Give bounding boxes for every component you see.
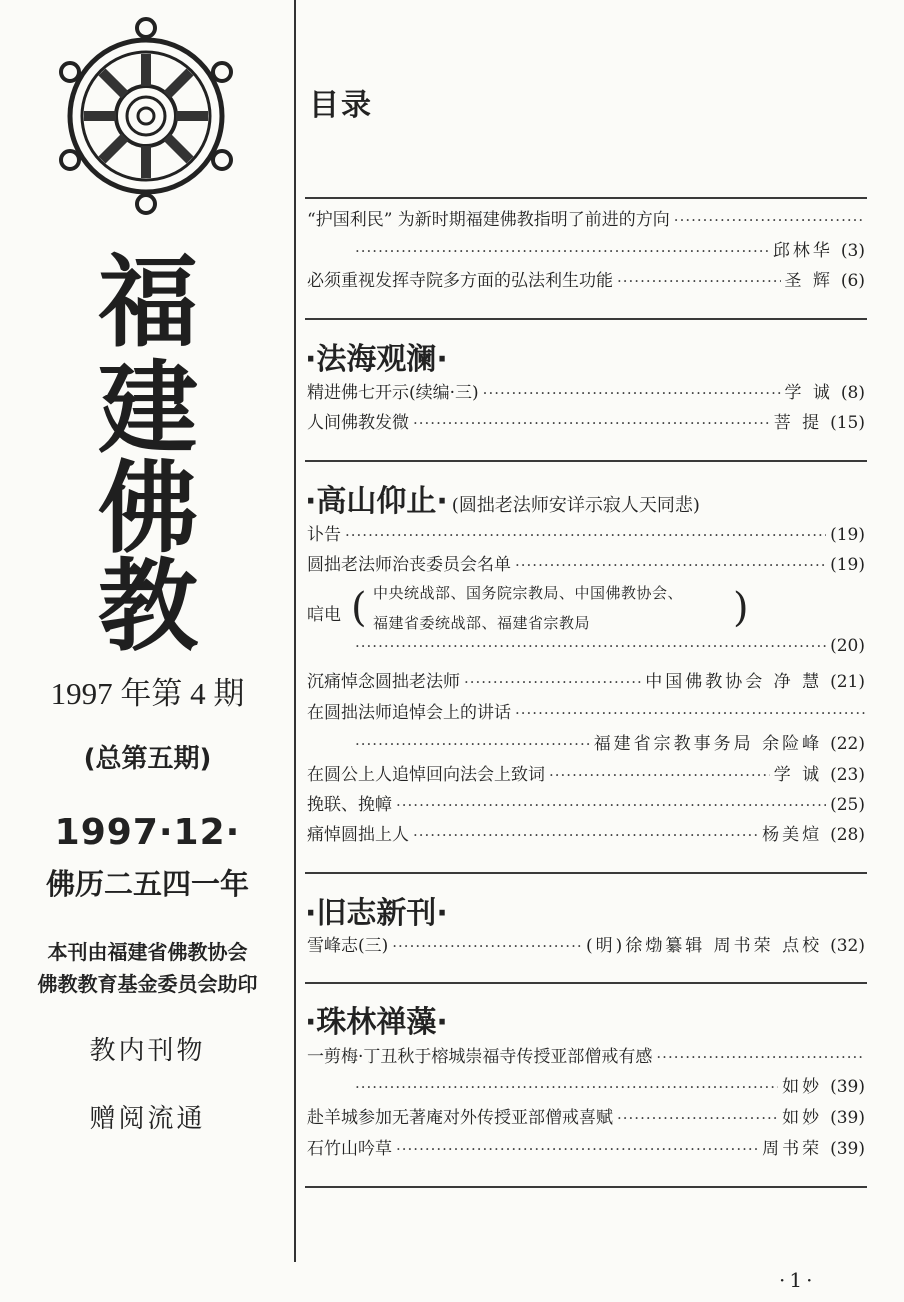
entry-title: 必须重视发挥寺院多方面的弘法利生功能 bbox=[307, 271, 613, 291]
dot-leader bbox=[515, 556, 826, 574]
dot-leader bbox=[396, 1140, 758, 1158]
entry-title: 唁电 bbox=[307, 605, 341, 625]
entry-page: (3) bbox=[840, 241, 865, 261]
toc-entry[interactable] bbox=[307, 408, 865, 438]
toc-entry[interactable] bbox=[307, 1072, 865, 1102]
dot-leader bbox=[355, 1078, 778, 1096]
entry-title: 精进佛七开示(续编·三) bbox=[307, 383, 479, 403]
section-heading bbox=[305, 476, 700, 520]
entry-title: 赴羊城参加无著庵对外传授亚部僧戒喜赋 bbox=[307, 1108, 613, 1128]
toc-entry[interactable] bbox=[307, 550, 865, 580]
toc-entry[interactable] bbox=[307, 378, 865, 408]
section-heading: ·法海观澜· bbox=[305, 342, 448, 377]
dot-leader bbox=[355, 637, 826, 655]
date-line: 1997·12· bbox=[54, 812, 241, 853]
section-heading-text: ·高山仰止· bbox=[305, 484, 448, 519]
entry-page: (22) bbox=[830, 734, 865, 754]
entry-author: 菩 提 bbox=[773, 413, 823, 433]
toc-entry[interactable] bbox=[307, 1042, 865, 1072]
entry-page: (39) bbox=[830, 1139, 865, 1159]
magazine-title-char-4: 教 bbox=[98, 547, 198, 665]
page-number: ·1· bbox=[779, 1268, 817, 1292]
entry-page: (28) bbox=[830, 825, 865, 845]
dot-leader bbox=[345, 526, 826, 544]
toc-entry-condolence-cables[interactable] bbox=[307, 582, 865, 638]
cable-senders-line: 福建省委统战部、福建省宗教局 bbox=[373, 614, 591, 632]
entry-title: 在圆拙法师追悼会上的讲话 bbox=[307, 703, 511, 723]
magazine-title-char-3: 佛 bbox=[98, 449, 198, 567]
magazine-title-char-2: 建 bbox=[98, 349, 198, 467]
entry-title: 讣告 bbox=[307, 525, 341, 545]
section-divider bbox=[305, 982, 867, 984]
section-divider bbox=[305, 1186, 867, 1188]
toc-entry[interactable] bbox=[307, 820, 865, 850]
circulation-note: 赠阅流通 bbox=[89, 1104, 206, 1134]
section-heading: ·珠林禅藻· bbox=[305, 1005, 448, 1040]
dot-leader bbox=[413, 826, 758, 844]
section-divider bbox=[305, 872, 867, 874]
entry-title: 石竹山吟草 bbox=[307, 1139, 392, 1159]
buddhist-year: 佛历二五四一年 bbox=[45, 867, 249, 901]
entry-author: (明)徐𤊹纂辑 周书荣 点校 bbox=[586, 936, 823, 956]
magazine-title-char-1: 福 bbox=[98, 243, 198, 361]
entry-author: 福建省宗教事务局 余险峰 bbox=[593, 734, 823, 754]
dot-leader bbox=[396, 796, 826, 814]
toc-entry[interactable] bbox=[307, 698, 865, 728]
dot-leader bbox=[355, 735, 590, 753]
toc-entry[interactable] bbox=[307, 760, 865, 790]
toc-entry[interactable] bbox=[307, 266, 865, 296]
dot-leader bbox=[515, 704, 865, 722]
toc-entry[interactable] bbox=[307, 205, 865, 235]
entry-author: 周书荣 bbox=[762, 1139, 823, 1159]
dot-leader bbox=[413, 414, 770, 432]
dot-leader bbox=[656, 1048, 865, 1066]
entry-title: 雪峰志(三) bbox=[307, 936, 389, 956]
entry-page: (15) bbox=[830, 413, 865, 433]
dot-leader bbox=[617, 272, 781, 290]
entry-page: (6) bbox=[840, 271, 865, 291]
table-of-contents bbox=[305, 0, 871, 1302]
toc-entry[interactable] bbox=[307, 790, 865, 820]
toc-entry[interactable] bbox=[307, 931, 865, 961]
section-subtitle: (圆拙老法师安详示寂人天同悲) bbox=[451, 495, 700, 516]
masthead-column bbox=[0, 0, 295, 1302]
entry-page: (20) bbox=[830, 636, 865, 656]
dharma-wheel-icon bbox=[58, 14, 234, 216]
entry-title: 痛悼圆拙上人 bbox=[307, 825, 409, 845]
brace-close: ) bbox=[733, 585, 749, 631]
toc-title: 目录 bbox=[309, 88, 373, 123]
brace-open: ( bbox=[351, 585, 367, 631]
section-divider bbox=[305, 460, 867, 462]
entry-page: (21) bbox=[830, 672, 865, 692]
entry-page: (25) bbox=[830, 795, 865, 815]
toc-entry[interactable] bbox=[307, 1134, 865, 1164]
dot-leader bbox=[549, 766, 770, 784]
entry-page: (39) bbox=[830, 1108, 865, 1128]
section-divider bbox=[305, 318, 867, 320]
toc-entry[interactable] bbox=[307, 1103, 865, 1133]
dot-leader bbox=[355, 242, 769, 260]
entry-title: 一剪梅·丁丑秋于榕城崇福寺传授亚部僧戒有感 bbox=[307, 1047, 653, 1067]
cable-senders-line: 中央统战部、国务院宗教局、中国佛教协会、 bbox=[373, 584, 684, 602]
toc-entry[interactable] bbox=[307, 636, 865, 666]
section-divider bbox=[305, 197, 867, 199]
sponsor-line: 佛教教育基金委员会助印 bbox=[37, 972, 258, 996]
internal-note: 教内刊物 bbox=[89, 1036, 206, 1066]
entry-page: (8) bbox=[840, 383, 865, 403]
section-heading: ·旧志新刊· bbox=[305, 896, 448, 931]
entry-author: 如妙 bbox=[782, 1108, 823, 1128]
entry-author: 圣 辉 bbox=[784, 271, 833, 291]
entry-title: 圆拙老法师治丧委员会名单 bbox=[307, 555, 511, 575]
dot-leader bbox=[464, 673, 641, 691]
entry-title: 挽联、挽幛 bbox=[307, 795, 392, 815]
entry-title: “护国利民” 为新时期福建佛教指明了前进的方向 bbox=[307, 210, 670, 230]
entry-title: 在圆公上人追悼回向法会上致词 bbox=[307, 765, 545, 785]
entry-page: (23) bbox=[830, 765, 865, 785]
toc-entry[interactable] bbox=[307, 236, 865, 266]
entry-author: 杨美煊 bbox=[762, 825, 823, 845]
issue-line: 1997 年第 4 期 bbox=[50, 676, 245, 711]
sponsor-line: 本刊由福建省佛教协会 bbox=[47, 940, 248, 964]
entry-page: (19) bbox=[830, 525, 865, 545]
dot-leader bbox=[483, 384, 781, 402]
entry-author: 如妙 bbox=[782, 1077, 823, 1097]
dot-leader bbox=[392, 937, 582, 955]
dot-leader bbox=[674, 211, 865, 229]
entry-author: 中国佛教协会 净 慧 bbox=[645, 672, 823, 692]
entry-author: 邱林华 bbox=[772, 241, 833, 261]
entry-title: 人间佛教发微 bbox=[307, 413, 409, 433]
entry-page: (19) bbox=[830, 555, 865, 575]
dot-leader bbox=[617, 1109, 778, 1127]
toc-entry[interactable] bbox=[307, 729, 865, 759]
entry-author: 学 诚 bbox=[773, 765, 823, 785]
column-divider bbox=[294, 0, 296, 1262]
entry-title: 沉痛悼念圆拙老法师 bbox=[307, 672, 460, 692]
toc-entry[interactable] bbox=[307, 667, 865, 697]
toc-entry[interactable] bbox=[307, 520, 865, 550]
total-issue: (总第五期) bbox=[83, 744, 212, 774]
entry-author: 学 诚 bbox=[784, 383, 833, 403]
entry-page: (32) bbox=[830, 936, 865, 956]
entry-page: (39) bbox=[830, 1077, 865, 1097]
